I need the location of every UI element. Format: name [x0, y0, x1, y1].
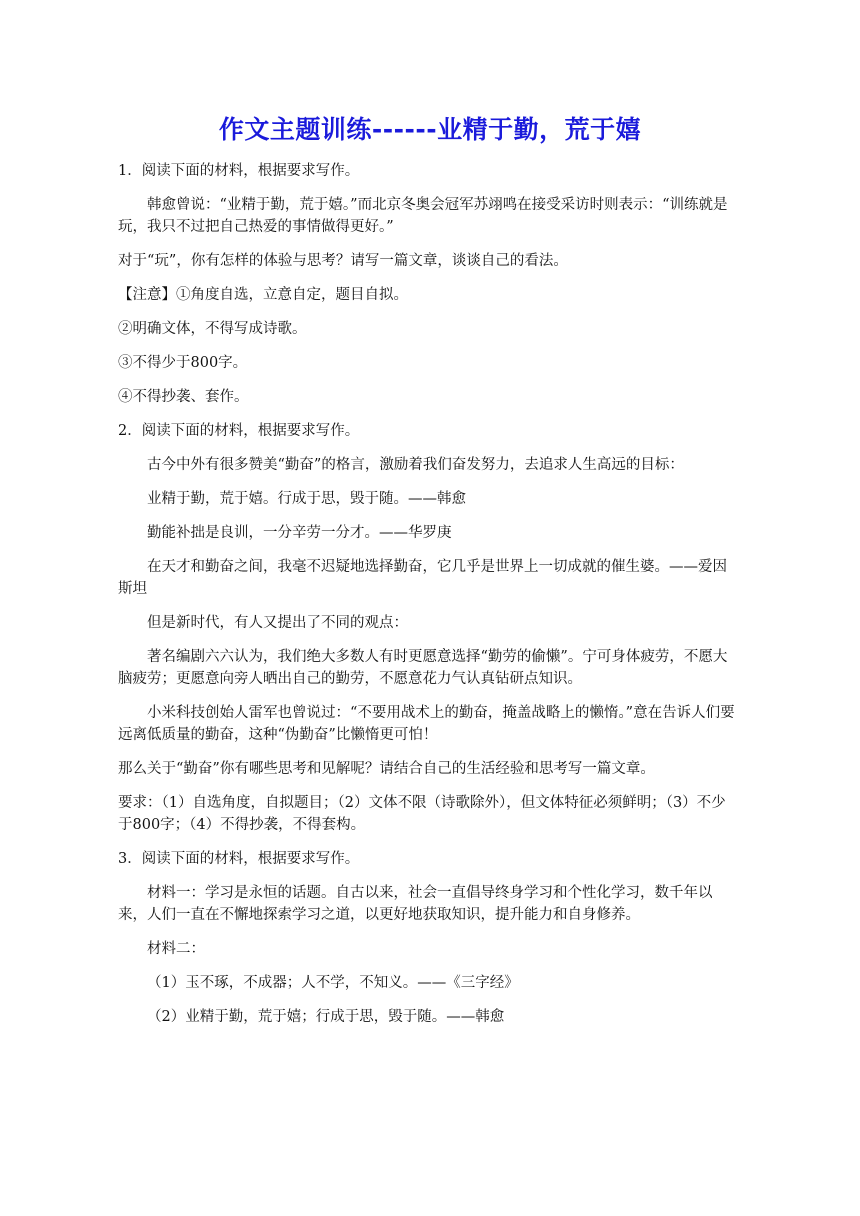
question-2-heading: 2．阅读下面的材料，根据要求写作。 [118, 423, 360, 439]
question-2-view-1: 著名编剧六六认为，我们绝大多数人有时更愿意选择“勤劳的偷懒”。宁可身体疲劳，不愿大脑疲劳；更愿意向旁人晒出自己的勤劳，不愿意花力气认真钻研点知识。 [118, 649, 728, 687]
question-1-prompt: 对于“玩”，你有怎样的体验与思考？请写一篇文章，谈谈自己的看法。 [118, 253, 568, 269]
question-1-note-1: 【注意】①角度自选，立意自定，题目自拟。 [118, 287, 408, 303]
page-title: 作文主题训练------业精于勤，荒于嬉 [218, 115, 642, 144]
question-1-heading: 1．阅读下面的材料，根据要求写作。 [118, 163, 360, 179]
question-1-note-2: ②明确文体，不得写成诗歌。 [118, 321, 307, 337]
question-2-prompt: 那么关于“勤奋”你有哪些思考和见解呢？请结合自己的生活经验和思考写一篇文章。 [118, 761, 655, 777]
question-2-turn: 但是新时代，有人又提出了不同的观点： [147, 615, 408, 631]
question-3-material-2-item-2: （2）业精于勤，荒于嬉；行成于思，毁于随。——韩愈 [147, 1009, 505, 1025]
question-2-intro: 古今中外有很多赞美“勤奋”的格言，激励着我们奋发努力，去追求人生高远的目标： [147, 457, 684, 473]
question-3-material-1: 材料一：学习是永恒的话题。自古以来，社会一直倡导终身学习和个性化学习，数千年以来，人们一直在不懈地探索学习之道，以更好地获取知识，提升能力和自身修养。 [118, 885, 713, 923]
question-1-note-3: ③不得少于800字。 [118, 355, 248, 371]
question-3-material-2-label: 材料二： [147, 941, 205, 957]
document-body [118, 154, 738, 1034]
question-2-quote-1: 业精于勤，荒于嬉。行成于思，毁于随。——韩愈 [147, 491, 466, 507]
question-3-heading: 3．阅读下面的材料，根据要求写作。 [118, 851, 360, 867]
question-2-quote-2: 勤能补拙是良训，一分辛劳一分才。——华罗庚 [147, 525, 452, 541]
question-1-material: 韩愈曾说：“业精于勤，荒于嬉。”而北京冬奥会冠军苏翊鸣在接受采访时则表示：“训练就是玩，我只不过把自己热爱的事情做得更好。” [118, 197, 728, 235]
question-2-view-2: 小米科技创始人雷军也曾说过：“不要用战术上的勤奋，掩盖战略上的懒惰。”意在告诉人们要远离低质量的勤奋，这种“伪勤奋”比懒惰更可怕！ [118, 705, 735, 743]
question-3-material-2-item-1: （1）玉不琢，不成器；人不学，不知义。——《三字经》 [147, 975, 519, 991]
question-1-note-4: ④不得抄袭、套作。 [118, 389, 249, 405]
question-2-quote-3: 在天才和勤奋之间，我毫不迟疑地选择勤奋，它几乎是世界上一切成就的催生婆。——爱因斯坦 [118, 559, 727, 597]
question-2-requirements: 要求：（1）自选角度，自拟题目；（2）文体不限（诗歌除外），但文体特征必须鲜明；（3）不少于800字；（4）不得抄袭，不得套构。 [118, 795, 726, 833]
